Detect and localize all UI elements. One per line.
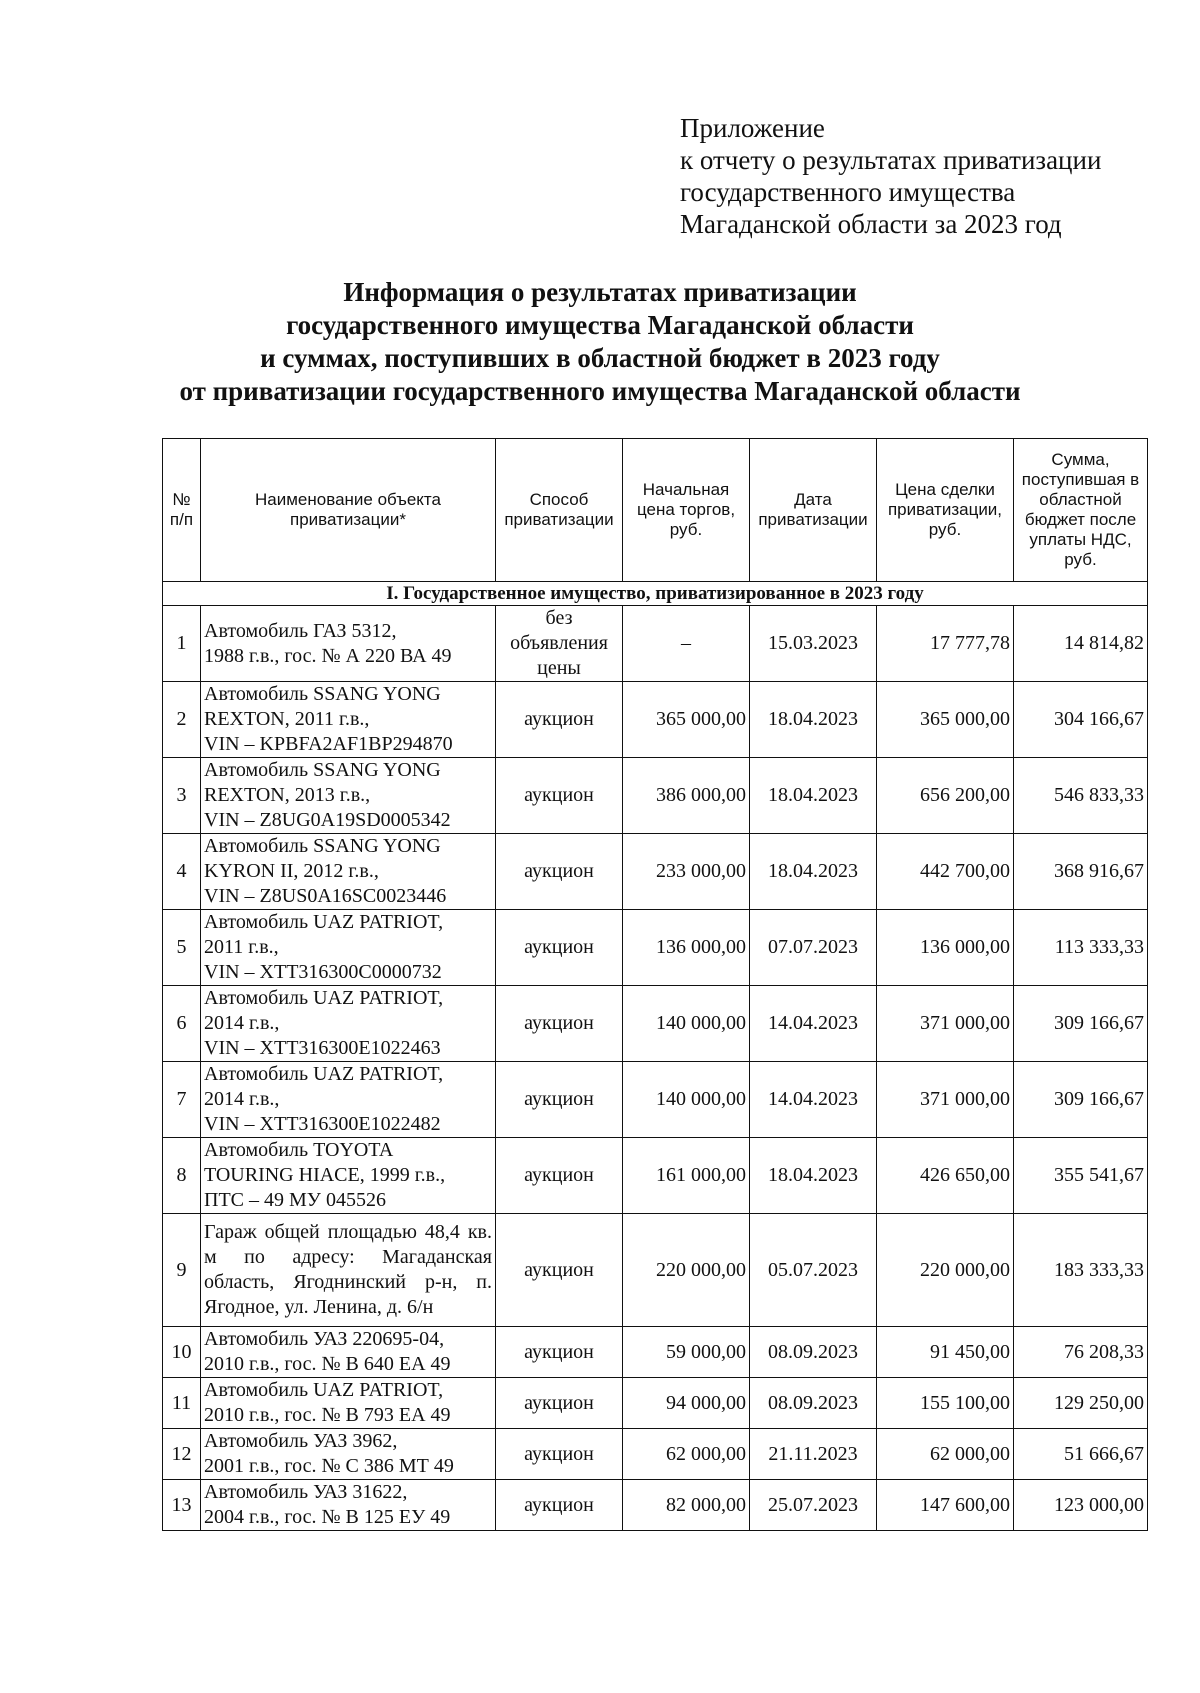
table-header-row (163, 439, 1148, 582)
object-name-line: VIN – Z8US0A16SC0023446 (204, 885, 447, 907)
deal-price: 426 650,00 (877, 1138, 1014, 1214)
object-name-line: 2011 г.в., (204, 936, 279, 958)
title-line: Информация о результатах приватизации (343, 277, 857, 307)
budget-sum: 123 000,00 (1014, 1480, 1148, 1531)
object-name-line: VIN – KPBFA2AF1BP294870 (204, 733, 453, 755)
object-name-line: Автомобиль TOYOTA (204, 1139, 394, 1161)
start-price: 365 000,00 (623, 682, 750, 758)
header-budget-sum: Сумма, поступившая в областной бюджет после уплаты НДС, руб. (1014, 439, 1148, 582)
section-title: I. Государственное имущество, приватизированное в 2023 году (163, 582, 1148, 606)
start-price: 140 000,00 (623, 986, 750, 1062)
row-number: 12 (163, 1429, 201, 1480)
row-number: 9 (163, 1214, 201, 1327)
appendix-line: государственного имущества (680, 177, 1016, 207)
row-number: 10 (163, 1327, 201, 1378)
privatization-date: 07.07.2023 (750, 910, 877, 986)
privatization-method: аукцион (496, 986, 623, 1062)
object-name-line: ПТС – 49 МУ 045526 (204, 1189, 386, 1211)
row-number: 1 (163, 606, 201, 682)
deal-price: 365 000,00 (877, 682, 1014, 758)
privatization-date: 15.03.2023 (750, 606, 877, 682)
table-row (163, 910, 1148, 986)
row-number: 8 (163, 1138, 201, 1214)
privatization-date: 14.04.2023 (750, 986, 877, 1062)
privatization-method: аукцион (496, 1138, 623, 1214)
privatization-date: 18.04.2023 (750, 682, 877, 758)
object-name (201, 1378, 496, 1429)
table-body (163, 582, 1148, 1531)
start-price: 94 000,00 (623, 1378, 750, 1429)
deal-price: 220 000,00 (877, 1214, 1014, 1327)
object-name-line: Автомобиль УАЗ 220695-04, (204, 1328, 445, 1350)
section-row (163, 582, 1148, 606)
start-price: 59 000,00 (623, 1327, 750, 1378)
object-name-line: 2010 г.в., гос. № В 640 ЕА 49 (204, 1353, 451, 1375)
table-row (163, 1480, 1148, 1531)
object-name (201, 758, 496, 834)
object-name (201, 1429, 496, 1480)
start-price: 136 000,00 (623, 910, 750, 986)
budget-sum: 309 166,67 (1014, 986, 1148, 1062)
privatization-date: 05.07.2023 (750, 1214, 877, 1327)
object-name-line: 1988 г.в., гос. № А 220 ВА 49 (204, 644, 452, 667)
row-number: 3 (163, 758, 201, 834)
table-row (163, 606, 1148, 682)
privatization-method: аукцион (496, 682, 623, 758)
table-row (163, 1138, 1148, 1214)
header-method: Способ приватизации (496, 439, 623, 582)
document-title (0, 276, 1200, 408)
row-number: 6 (163, 986, 201, 1062)
object-name-line: Автомобиль UAZ PATRIOT, (204, 911, 444, 933)
object-name-line: Автомобиль ГАЗ 5312, (204, 619, 397, 642)
table-row (163, 986, 1148, 1062)
row-number: 5 (163, 910, 201, 986)
table-row (163, 834, 1148, 910)
appendix-line: Магаданской области за 2023 год (680, 209, 1062, 239)
deal-price: 17 777,78 (877, 606, 1014, 682)
privatization-date: 08.09.2023 (750, 1327, 877, 1378)
start-price: 140 000,00 (623, 1062, 750, 1138)
budget-sum: 129 250,00 (1014, 1378, 1148, 1429)
object-name-line: 2004 г.в., гос. № В 125 ЕУ 49 (204, 1506, 451, 1528)
row-number: 13 (163, 1480, 201, 1531)
start-price: 386 000,00 (623, 758, 750, 834)
privatization-method: аукцион (496, 1378, 623, 1429)
header-start-price: Начальная цена торгов, руб. (623, 439, 750, 582)
privatization-method: аукцион (496, 1214, 623, 1327)
deal-price: 155 100,00 (877, 1378, 1014, 1429)
object-name-line: Автомобиль УАЗ 3962, (204, 1430, 398, 1452)
deal-price: 442 700,00 (877, 834, 1014, 910)
start-price: 62 000,00 (623, 1429, 750, 1480)
privatization-method: аукцион (496, 1480, 623, 1531)
budget-sum: 14 814,82 (1014, 606, 1148, 682)
object-name (201, 986, 496, 1062)
deal-price: 136 000,00 (877, 910, 1014, 986)
title-line: государственного имущества Магаданской области (286, 310, 914, 340)
object-name-line: 2014 г.в., (204, 1012, 280, 1034)
object-name-line: VIN – XTT316300C0000732 (204, 961, 442, 983)
start-price: 220 000,00 (623, 1214, 750, 1327)
row-number: 2 (163, 682, 201, 758)
start-price: – (623, 606, 750, 682)
budget-sum: 355 541,67 (1014, 1138, 1148, 1214)
privatization-date: 21.11.2023 (750, 1429, 877, 1480)
deal-price: 371 000,00 (877, 1062, 1014, 1138)
object-name-line: VIN – XTT316300E1022482 (204, 1113, 441, 1135)
object-name-line: REXTON, 2011 г.в., (204, 708, 370, 730)
deal-price: 656 200,00 (877, 758, 1014, 834)
object-name (201, 834, 496, 910)
budget-sum: 309 166,67 (1014, 1062, 1148, 1138)
deal-price: 371 000,00 (877, 986, 1014, 1062)
object-name-line: Автомобиль UAZ PATRIOT, (204, 987, 444, 1009)
start-price: 161 000,00 (623, 1138, 750, 1214)
object-name-line: Автомобиль SSANG YONG (204, 835, 441, 857)
privatization-method: аукцион (496, 834, 623, 910)
budget-sum: 304 166,67 (1014, 682, 1148, 758)
privatization-method: аукцион (496, 910, 623, 986)
table-row (163, 1327, 1148, 1378)
row-number: 11 (163, 1378, 201, 1429)
privatization-date: 25.07.2023 (750, 1480, 877, 1531)
header-date: Дата приватизации (750, 439, 877, 582)
appendix-note (680, 112, 1101, 240)
privatization-method: аукцион (496, 1327, 623, 1378)
object-name-line: Автомобиль УАЗ 31622, (204, 1481, 408, 1503)
table-row (163, 1378, 1148, 1429)
object-name: Гараж общей площадью 48,4 кв. м по адресу: Магаданская область, Ягоднинский р-н, п. Ягодное, ул. Ленина, д. 6/н (201, 1214, 496, 1327)
object-name (201, 910, 496, 986)
appendix-line: к отчету о результатах приватизации (680, 145, 1102, 175)
object-name-line: Автомобиль SSANG YONG (204, 759, 441, 781)
row-number: 7 (163, 1062, 201, 1138)
privatization-date: 18.04.2023 (750, 758, 877, 834)
object-name-line: Автомобиль UAZ PATRIOT, (204, 1063, 444, 1085)
object-name-line: 2014 г.в., (204, 1088, 280, 1110)
privatization-date: 14.04.2023 (750, 1062, 877, 1138)
row-number: 4 (163, 834, 201, 910)
object-name-line: Автомобиль SSANG YONG (204, 683, 441, 705)
appendix-line: Приложение (680, 113, 825, 143)
table-row (163, 682, 1148, 758)
object-name-line: VIN – XTT316300E1022463 (204, 1037, 441, 1059)
budget-sum: 183 333,33 (1014, 1214, 1148, 1327)
table-row (163, 1062, 1148, 1138)
object-name-line: TOURING HIACE, 1999 г.в., (204, 1164, 446, 1186)
deal-price: 91 450,00 (877, 1327, 1014, 1378)
deal-price: 147 600,00 (877, 1480, 1014, 1531)
budget-sum: 51 666,67 (1014, 1429, 1148, 1480)
header-deal-price: Цена сделки приватизации, руб. (877, 439, 1014, 582)
budget-sum: 546 833,33 (1014, 758, 1148, 834)
object-name-line: Автомобиль UAZ PATRIOT, (204, 1379, 444, 1401)
privatization-table (162, 438, 1148, 1531)
header-object-name: Наименование объекта приватизации* (201, 439, 496, 582)
start-price: 233 000,00 (623, 834, 750, 910)
privatization-date: 08.09.2023 (750, 1378, 877, 1429)
object-name-line: 2001 г.в., гос. № С 386 МТ 49 (204, 1455, 454, 1477)
privatization-method: без объявления цены (496, 606, 623, 682)
object-name-line: VIN – Z8UG0A19SD0005342 (204, 809, 451, 831)
start-price: 82 000,00 (623, 1480, 750, 1531)
object-name (201, 1327, 496, 1378)
title-line: и суммах, поступивших в областной бюджет в 2023 году (260, 343, 940, 373)
budget-sum: 76 208,33 (1014, 1327, 1148, 1378)
object-name-line: KYRON II, 2012 г.в., (204, 860, 379, 882)
header-number: № п/п (163, 439, 201, 582)
budget-sum: 368 916,67 (1014, 834, 1148, 910)
budget-sum: 113 333,33 (1014, 910, 1148, 986)
object-name-line: REXTON, 2013 г.в., (204, 784, 371, 806)
table-row (163, 1214, 1148, 1327)
deal-price: 62 000,00 (877, 1429, 1014, 1480)
object-name (201, 1480, 496, 1531)
privatization-method: аукцион (496, 758, 623, 834)
privatization-method: аукцион (496, 1062, 623, 1138)
table-row (163, 758, 1148, 834)
table-row (163, 1429, 1148, 1480)
privatization-method: аукцион (496, 1429, 623, 1480)
title-line: от приватизации государственного имущества Магаданской области (179, 376, 1021, 406)
object-name-line: 2010 г.в., гос. № В 793 ЕА 49 (204, 1404, 451, 1426)
object-name (201, 682, 496, 758)
object-name (201, 606, 496, 682)
object-name (201, 1138, 496, 1214)
privatization-date: 18.04.2023 (750, 834, 877, 910)
object-name (201, 1062, 496, 1138)
privatization-date: 18.04.2023 (750, 1138, 877, 1214)
